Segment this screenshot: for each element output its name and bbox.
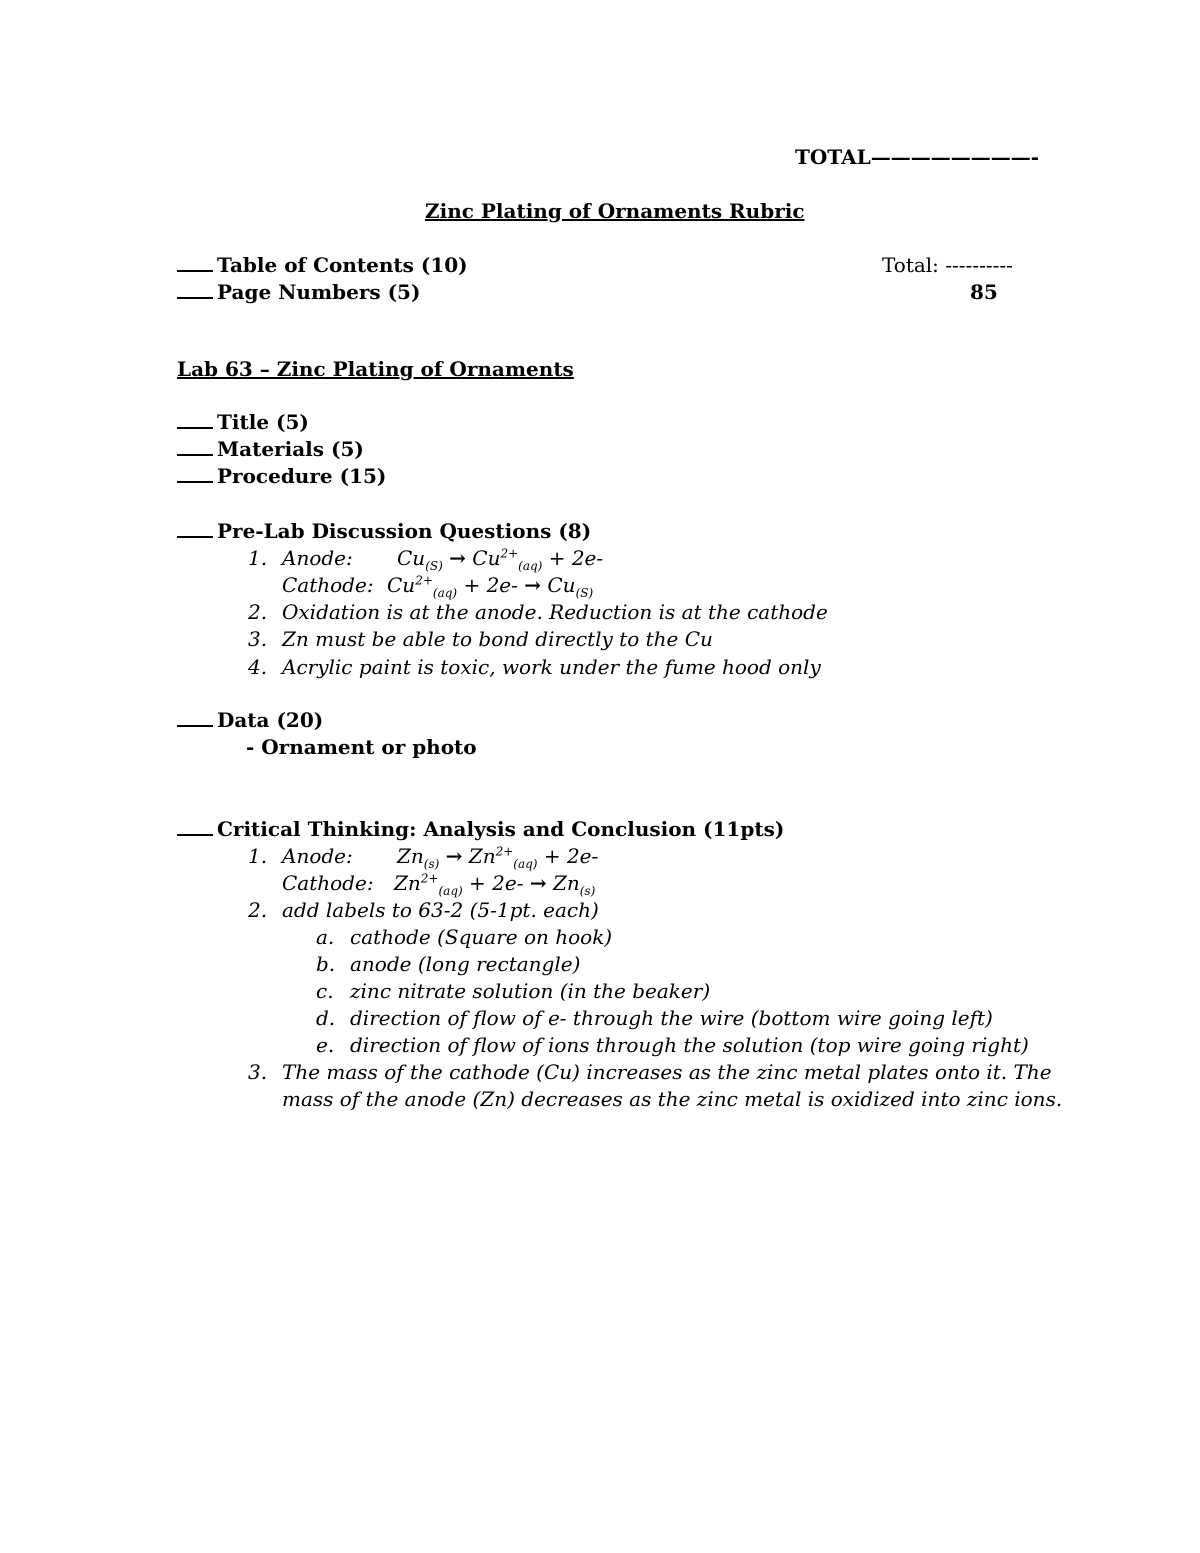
- score-blank: [177, 477, 213, 483]
- score-blank: [177, 532, 213, 538]
- critical-answer-3-continued: mass of the anode (Zn) decreases as the zinc metal is oxidized into zinc ions.: [282, 1087, 1063, 1111]
- prelab-answer-2: [248, 600, 828, 624]
- list-item: [316, 1033, 1029, 1057]
- rubric-item-table-of-contents: [177, 253, 468, 277]
- prelab-answer-1-cathode: [282, 573, 594, 600]
- score-blank: [177, 266, 213, 272]
- answer-text: Zn must be able to bond directly to the Cu: [282, 627, 713, 651]
- arrow-icon: →: [529, 871, 547, 895]
- arrow-icon: →: [445, 844, 463, 868]
- rubric-item-critical-thinking: [177, 817, 784, 841]
- list-item: [316, 979, 710, 1003]
- rubric-item-label: Critical Thinking: Analysis and Conclusion (11pts): [217, 817, 785, 841]
- list-item: [316, 925, 612, 949]
- critical-answer-3: [248, 1060, 1052, 1084]
- grand-total-label: TOTAL: [795, 145, 871, 169]
- list-letter: c.: [316, 979, 334, 1003]
- score-blank: [177, 423, 213, 429]
- anode-label: Anode:: [282, 844, 353, 868]
- cathode-label: Cathode:: [282, 573, 374, 597]
- rubric-item-procedure: [177, 464, 386, 488]
- prelab-answer-4: [248, 655, 821, 679]
- rubric-item-label: Procedure (15): [217, 464, 387, 488]
- critical-answer-1-anode: [248, 844, 599, 871]
- answer-text: zinc nitrate solution (in the beaker): [350, 979, 711, 1003]
- rubric-item-label: Title (5): [217, 410, 309, 434]
- page-title: Zinc Plating of Ornaments Rubric: [425, 199, 805, 223]
- score-blank: [177, 450, 213, 456]
- prelab-answer-1-anode: [248, 546, 604, 573]
- rubric-item-label: Data (20): [217, 708, 324, 732]
- answer-text: direction of flow of ions through the solution (top wire going right): [350, 1033, 1029, 1057]
- anode-label: Anode:: [282, 546, 353, 570]
- score-blank: [177, 293, 213, 299]
- cathode-equation: $Cu^{2+}_{(aq)} + 2e- \to Cu_{(S)}$: [387, 573, 594, 600]
- answer-text: cathode (Square on hook): [350, 925, 613, 949]
- answer-text: Acrylic paint is toxic, work under the fume hood only: [282, 655, 821, 679]
- total-value: 85: [970, 280, 998, 304]
- cathode-equation: $Zn^{2+}_{(aq)} + 2e- \to Zn_{(s)}$: [394, 871, 596, 898]
- list-letter: b.: [316, 952, 336, 976]
- list-item: [316, 952, 580, 976]
- score-blank: [177, 830, 213, 836]
- arrow-icon: →: [524, 573, 542, 597]
- total-label: Total: ----------: [882, 253, 1013, 277]
- list-number: 2.: [248, 898, 268, 922]
- critical-answer-2: [248, 898, 599, 922]
- list-letter: e.: [316, 1033, 335, 1057]
- rubric-item-label: Table of Contents (10): [217, 253, 468, 277]
- rubric-item-title: [177, 410, 309, 434]
- grand-total-blank: ————————-: [870, 145, 1039, 169]
- rubric-item-materials: [177, 437, 364, 461]
- list-number: 1.: [248, 546, 268, 570]
- answer-text: direction of flow of e- through the wire (bottom wire going left): [350, 1006, 993, 1030]
- rubric-item-prelab: [177, 519, 591, 543]
- rubric-item-label: Materials (5): [217, 437, 364, 461]
- answer-text: anode (long rectangle): [350, 952, 581, 976]
- rubric-item-data: [177, 708, 323, 732]
- answer-text: The mass of the cathode (Cu) increases as the zinc metal plates onto it. The: [282, 1060, 1052, 1084]
- list-item: [316, 1006, 993, 1030]
- answer-text: add labels to 63-2 (5-1pt. each): [282, 898, 599, 922]
- list-letter: d.: [316, 1006, 336, 1030]
- list-number: 4.: [248, 655, 268, 679]
- score-blank: [177, 721, 213, 727]
- prelab-answer-3: [248, 627, 713, 651]
- grand-total-line: [795, 145, 1039, 169]
- cathode-label: Cathode:: [282, 871, 374, 895]
- list-number: 2.: [248, 600, 268, 624]
- anode-equation: $Cu_{(S)} \to Cu^{2+}_{(aq)} + 2e-$: [397, 546, 604, 573]
- list-letter: a.: [316, 925, 335, 949]
- rubric-item-page-numbers: [177, 280, 420, 304]
- data-note: - Ornament or photo: [246, 735, 477, 759]
- list-number: 3.: [248, 1060, 268, 1084]
- answer-text: Oxidation is at the anode. Reduction is at the cathode: [282, 600, 828, 624]
- critical-answer-1-cathode: [282, 871, 596, 898]
- anode-equation: $Zn_{(s)} \to Zn^{2+}_{(aq)} + 2e-$: [397, 844, 599, 871]
- arrow-icon: →: [449, 546, 466, 570]
- list-number: 3.: [248, 627, 268, 651]
- lab-heading: Lab 63 – Zinc Plating of Ornaments: [177, 357, 574, 381]
- rubric-item-label: Page Numbers (5): [217, 280, 421, 304]
- list-number: 1.: [248, 844, 268, 868]
- rubric-item-label: Pre-Lab Discussion Questions (8): [217, 519, 592, 543]
